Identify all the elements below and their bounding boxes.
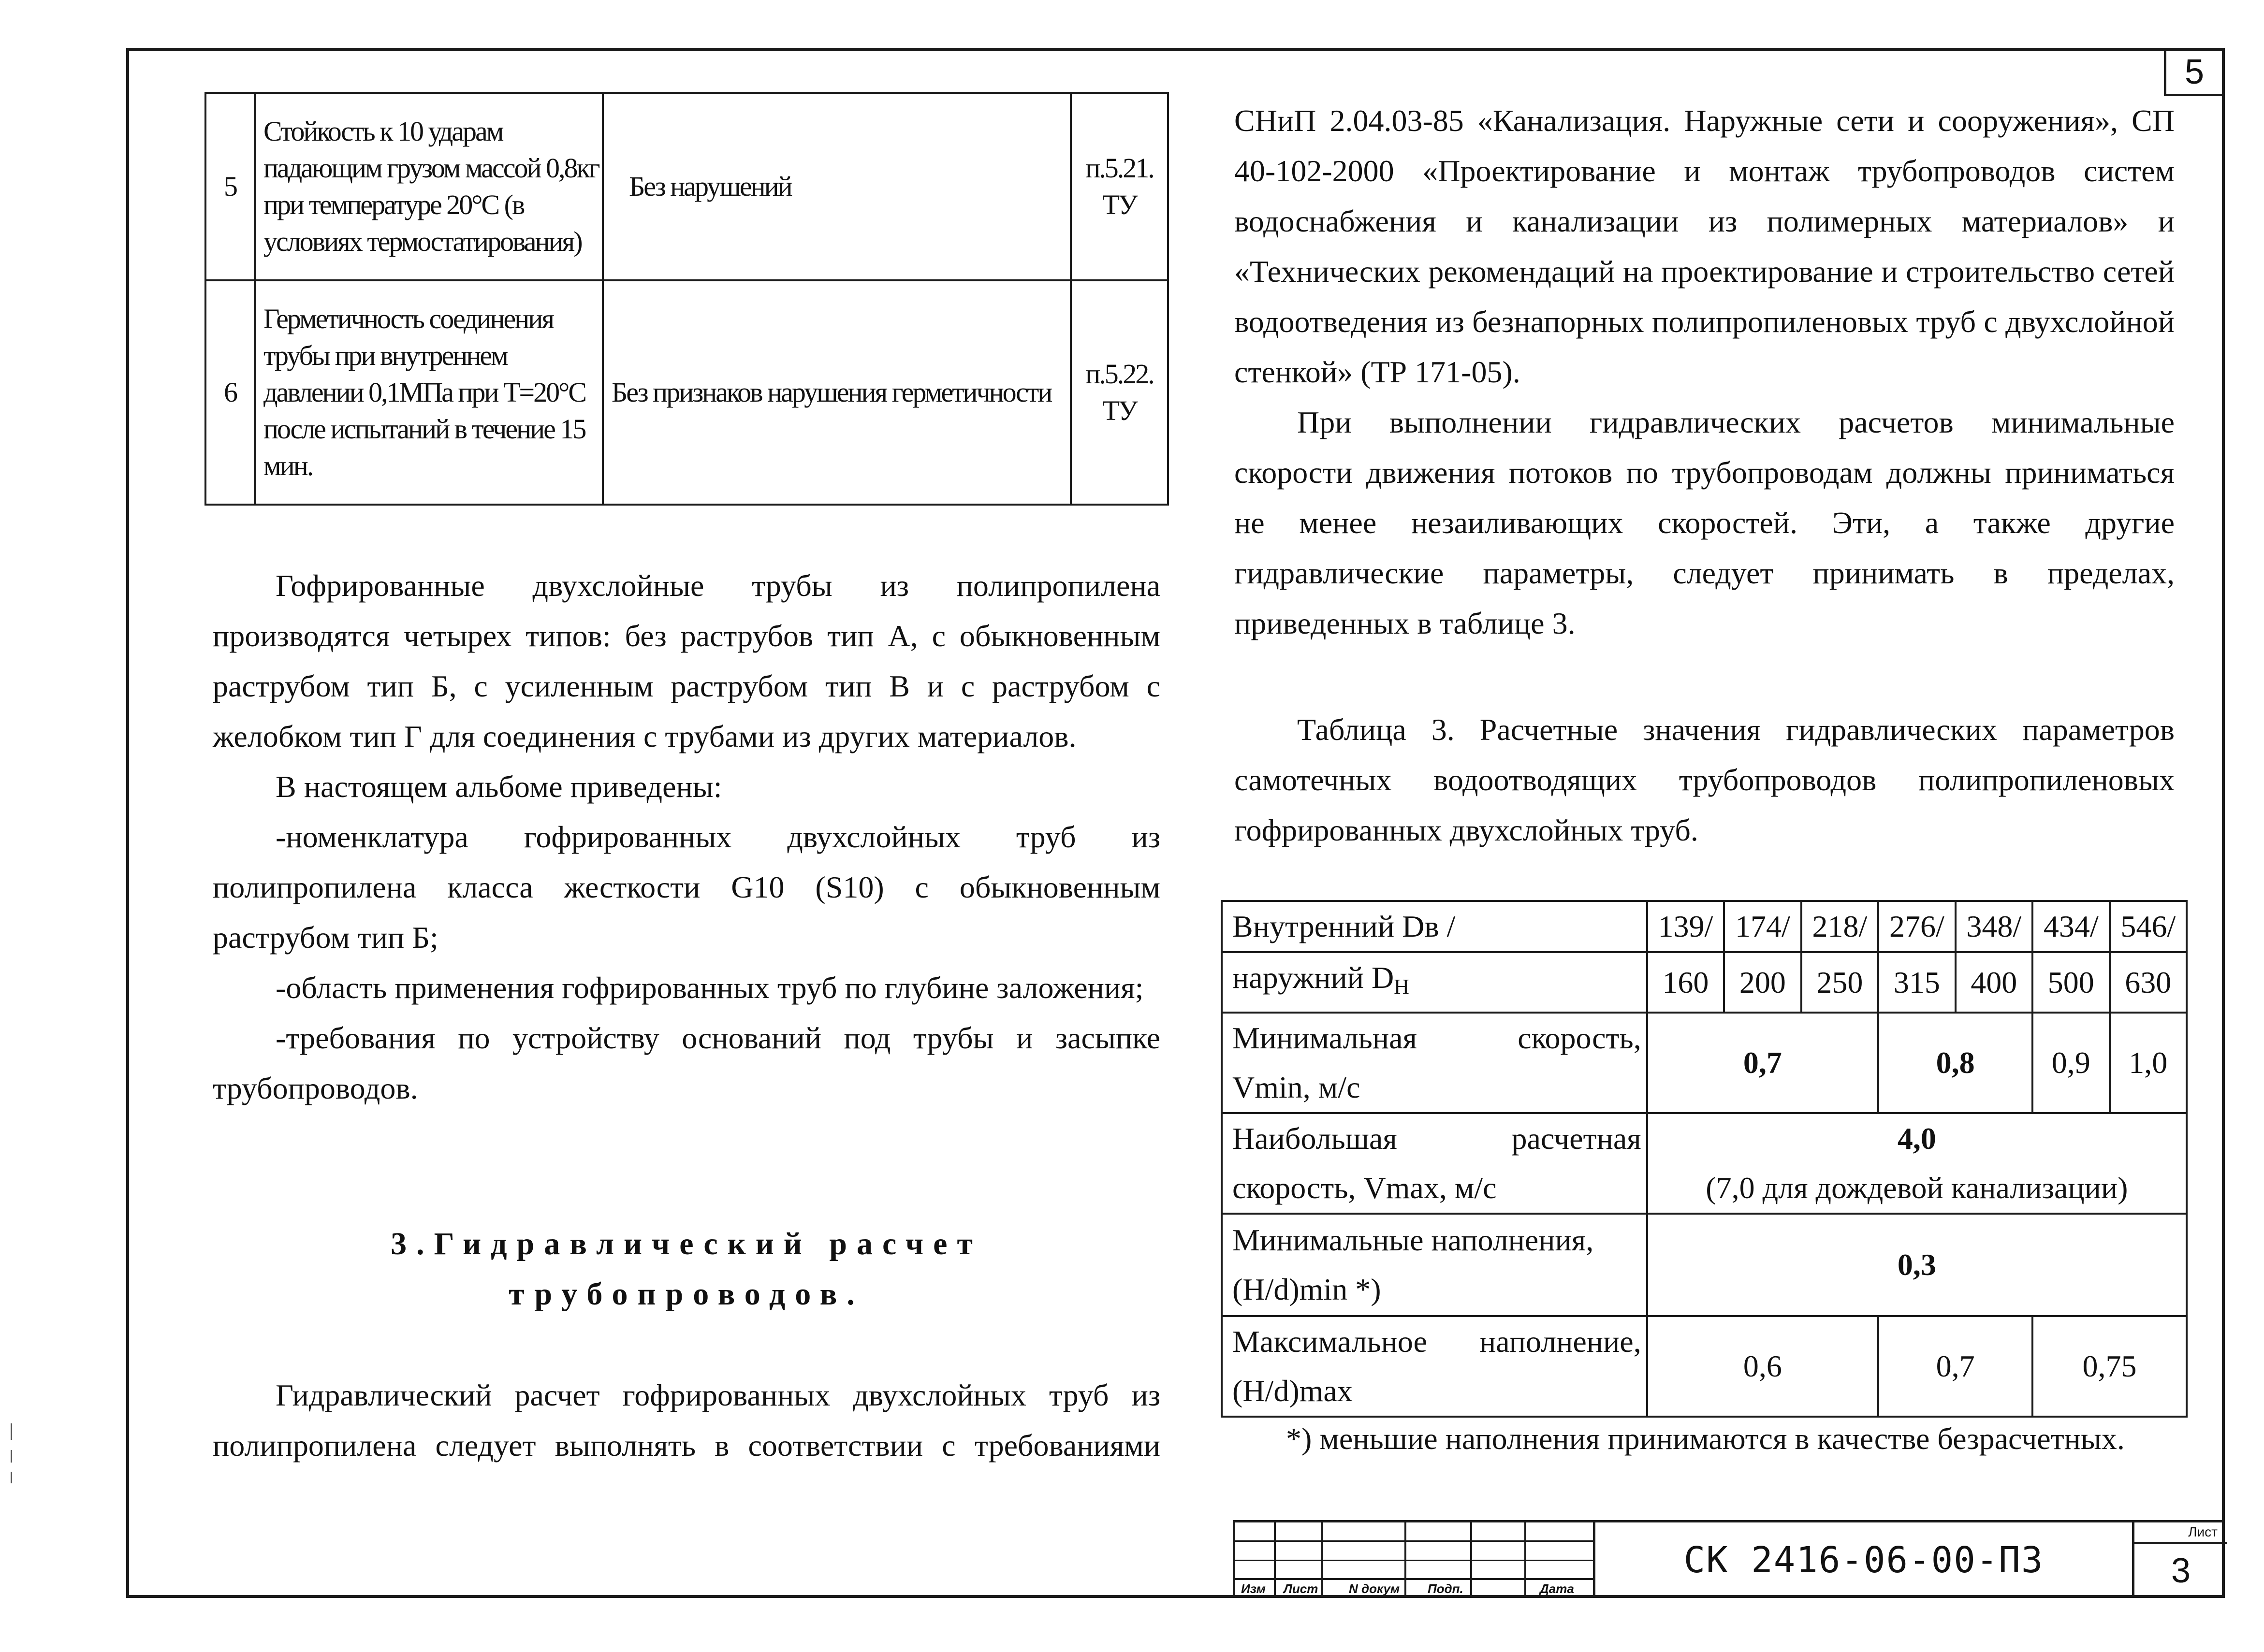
diameter-label: Внутренний Dв / [1222,901,1647,952]
vmax-value-cell [1647,1113,2187,1214]
result-cell: Без нарушений [603,93,1071,280]
vmin-value: 1,0 [2110,1013,2187,1113]
col-header: Подп. [1428,1581,1463,1596]
left-text-block [213,561,1160,1114]
vmin-value: 0,9 [2032,1013,2109,1113]
outer-diameter: 500 [2032,952,2109,1013]
hydraulic-params-table [1221,900,2188,1418]
hmax-label-line: (H/d)max [1232,1374,1353,1408]
criterion-cell: Герметичность соединения трубы при внутреннем давлении 0,1МПа при Т=20°С после испытаний в течение 15 мин. [255,280,603,505]
outer-diameter: 160 [1647,952,1724,1013]
hmax-value: 0,75 [2032,1316,2187,1417]
paragraph: -номенклатура гофрированных двухслойных труб из полипропилена класса жесткости G10 (S10) с обыкновенным раструбом тип Б; [213,820,1160,955]
document-code: СК 2416-06-00-ПЗ [1593,1522,2132,1598]
col-header: Дата [1540,1581,1574,1596]
right-text-block [1234,96,2175,649]
criterion-cell: Стойкость к 10 ударам падающим грузом массой 0,8кг при температуре 20°С (в условиях термостатирования) [255,93,603,280]
grid-line [1235,1560,1593,1561]
col-header: N докум [1349,1581,1400,1596]
inner-diameter: 348/ [1956,901,2032,952]
hmax-value: 0,7 [1878,1316,2032,1417]
outer-label-text: наружний D [1232,960,1394,995]
hmax-label-word: наполнение, [1479,1324,1641,1359]
table-row [1222,952,2187,1013]
inner-diameter: 174/ [1724,901,1801,952]
grid-line [1524,1522,1526,1598]
diameter-label-outer [1222,952,1647,1013]
outer-diameter: 200 [1724,952,1801,1013]
vmax-label-line: скорость, Vmax, м/с [1232,1171,1497,1205]
hmax-label-word: Максимальное [1232,1324,1428,1359]
sheet-label: Лист [2134,1522,2227,1544]
reference-doc: ТУ [1102,395,1137,426]
grid-line [1404,1522,1406,1598]
inner-diameter: 139/ [1647,901,1724,952]
vmin-label [1222,1013,1647,1113]
section-heading-line-2: трубопроводов. [509,1276,864,1312]
row-number: 5 [205,93,255,280]
inner-diameter: 546/ [2110,901,2187,952]
vmax-label-word: Наибольшая [1232,1121,1397,1156]
vmax-label [1222,1113,1647,1214]
grid-line [1235,1578,1593,1580]
outer-diameter: 630 [2110,952,2187,1013]
table-row [1222,901,2187,952]
grid-line [1321,1522,1323,1598]
margin-tick [11,1423,12,1440]
hmax-label-line [1232,1317,1641,1366]
caption-text: Таблица 3. Расчетные значения гидравлических параметров самотечных водоотводящих трубопроводов полипропиленовых гофрированных двухслойных труб. [1234,712,2175,847]
page-corner-number: 5 [2164,48,2225,96]
hmax-value: 0,6 [1647,1316,1878,1417]
grid-line [1235,1540,1593,1542]
reference-cell [1071,280,1168,505]
vmin-label-line: Vmin, м/с [1232,1070,1360,1104]
reference-cell [1071,93,1168,280]
vmax-value: 4,0 [1897,1121,1936,1156]
outer-label-subscript: Н [1394,975,1409,999]
hmin-label-line: (H/d)min *) [1232,1272,1381,1306]
reference-clause: п.5.21. [1085,152,1154,184]
sheet-cell [2132,1522,2227,1598]
table-row [1222,1214,2187,1316]
paragraph: При выполнении гидравлических расчетов минимальные скорости движения потоков по трубопроводам должны приниматься не менее незаиливающих скоростей. Эти, а также другие гидравлические параметры, следует принимать в пределах, приведенных в таблице 3. [1234,405,2175,640]
table-row [205,93,1168,280]
col-header: Изм [1241,1581,1266,1596]
row-number: 6 [205,280,255,505]
paragraph: В настоящем альбоме приведены: [276,769,722,804]
table-row [1222,1316,2187,1417]
reference-clause: п.5.22. [1085,358,1154,390]
col-header: Лист [1284,1581,1318,1596]
table-row [205,280,1168,505]
paragraph: Гофрированные двухслойные трубы из полипропилена производятся четырех типов: без раструбов тип А, с обыкновенным раструбом тип Б, с усиленным раструбом тип В и с раструбом с желобком тип Г для соединения с трубами из других материалов. [213,568,1160,754]
outer-diameter: 315 [1878,952,1955,1013]
section-heading-line-1: 3.Гидравлический расчет [391,1226,982,1261]
paragraph: СНиП 2.04.03-85 «Канализация. Наружные сети и сооружения», СП 40-102-2000 «Проектирование и монтаж трубопроводов систем водоснабжения и канализации из полимерных материалов» и «Технических рекомендаций на проектирование и строительство сетей водоотведения из безнапорных полипропиленовых труб с двухслойной стенкой» (ТР 171-05). [1234,103,2175,389]
paragraph: Гидравлический расчет гофрированных двухслойных труб из полипропилена следует выполнять в соответствии с требованиями [213,1378,1160,1463]
hmin-label-line: Минимальные наполнения, [1232,1223,1594,1257]
outer-diameter: 400 [1956,952,2032,1013]
vmin-value: 0,7 [1647,1013,1878,1113]
outer-diameter: 250 [1801,952,1878,1013]
inner-diameter: 434/ [2032,901,2109,952]
hmin-label [1222,1214,1647,1316]
title-block [1233,1520,2225,1598]
left-text-block-2 [213,1370,1160,1471]
inner-diameter: 276/ [1878,901,1955,952]
vmax-note: (7,0 для дождевой канализации) [1706,1171,2128,1205]
vmin-label-line [1232,1014,1641,1063]
paragraph: -область применения гофрированных труб по глубине заложения; [276,971,1144,1005]
table-row [1222,1013,2187,1113]
vmax-label-word: расчетная [1511,1121,1641,1156]
vmin-value: 0,8 [1878,1013,2032,1113]
table-caption [1234,705,2175,855]
test-results-table [204,92,1169,506]
paragraph: -требования по устройству оснований под трубы и засыпке трубопроводов. [213,1021,1160,1105]
margin-tick [11,1450,12,1463]
hmin-value: 0,3 [1647,1214,2187,1316]
table-row [1222,1113,2187,1214]
vmin-label-word: скорость, [1518,1021,1641,1055]
vmax-label-line [1232,1114,1641,1163]
reference-doc: ТУ [1102,189,1137,220]
grid-line [1274,1522,1276,1598]
result-cell: Без признаков нарушения герметичности [603,280,1071,505]
sheet-number: 3 [2171,1551,2191,1590]
vmin-label-word: Минимальная [1232,1021,1417,1055]
hmax-label [1222,1316,1647,1417]
margin-tick [11,1472,12,1483]
grid-line [1470,1522,1472,1598]
inner-diameter: 218/ [1801,901,1878,952]
table-footnote: *) меньшие наполнения принимаются в качестве безрасчетных. [1286,1421,2125,1456]
